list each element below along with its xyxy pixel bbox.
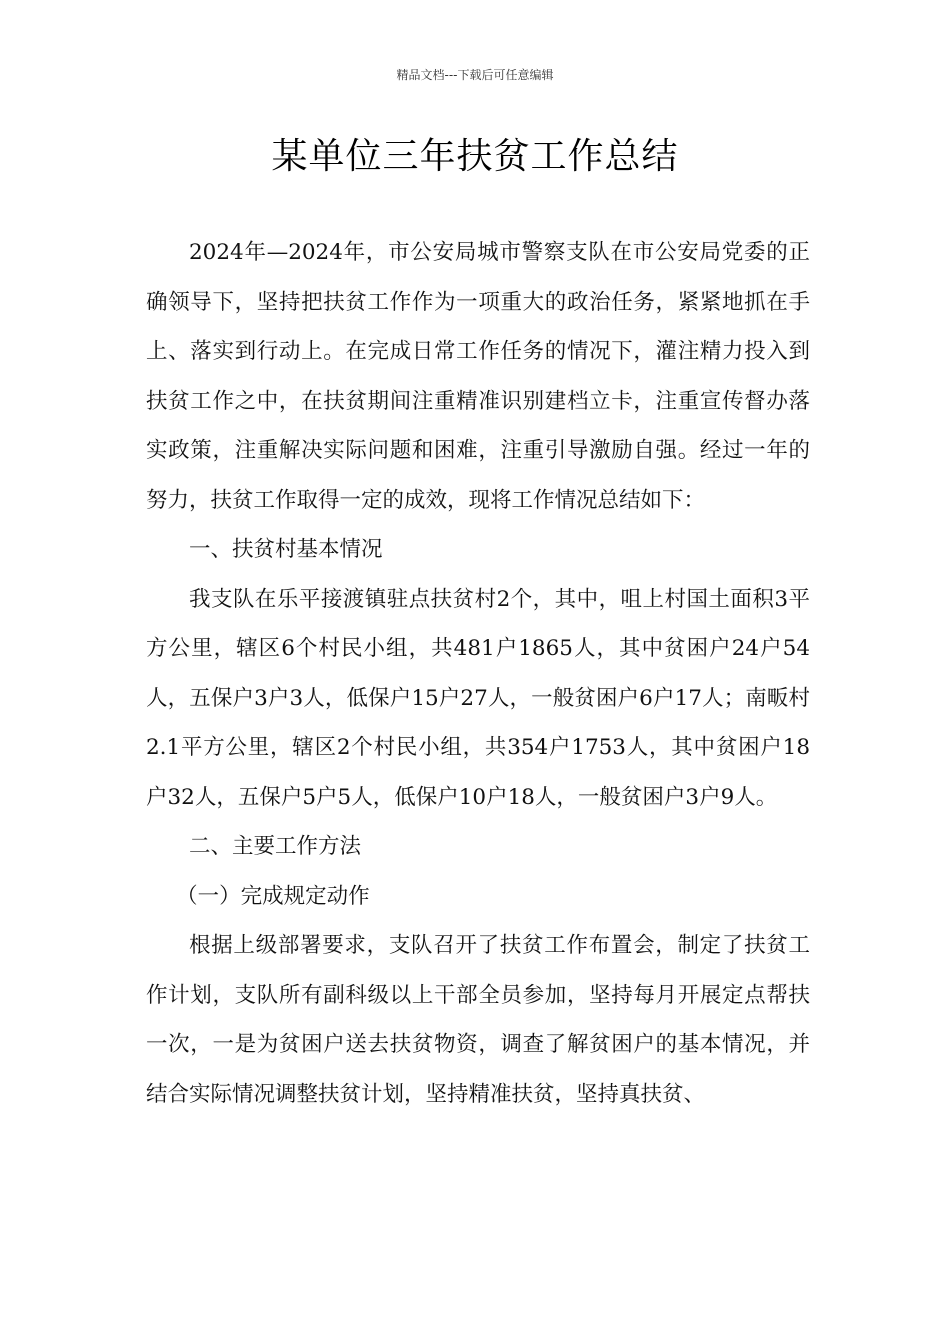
intro-paragraph: 2024年—2024年，市公安局城市警察支队在市公安局党委的正确领导下，坚持把扶贫工作作为一项重大的政治任务，紧紧地抓在手上、落实到行动上。在完成日常工作任务的情况下，灌注精力投入到扶贫工作之中，在扶贫期间注重精准识别建档立卡，注重宣传督办落实政策，注重解决实际问题和困难，注重引导激励自强。经过一年的努力，扶贫工作取得一定的成效，现将工作情况总结如下： <box>146 240 810 513</box>
required-actions-paragraph: 根据上级部署要求，支队召开了扶贫工作布置会，制定了扶贫工作计划，支队所有副科级以上干部全员参加，坚持每月开展定点帮扶一次，一是为贫困户送去扶贫物资，调查了解贫困户的基本情况，并结合实际情况调整扶贫计划，坚持精准扶贫，坚持真扶贫、 <box>146 933 810 1107</box>
page-header-note: 精品文档---下载后可任意编辑 <box>396 68 554 82</box>
document-title: 某单位三年扶贫工作总结 <box>271 136 679 177</box>
section-heading-work-methods: 二、主要工作方法 <box>189 834 362 859</box>
document-body <box>146 228 810 1119</box>
basic-situation-paragraph: 我支队在乐平接渡镇驻点扶贫村2个，其中，咀上村国土面积3平方公里，辖区6个村民小组，共481户1865人，其中贫困户24户54人，五保户3户3人，低保户15户27人，一般贫困户6户17人；南畈村2.1平方公里，辖区2个村民小组，共354户1753人，其中贫困户18户32人，五保户5户5人，低保户10户18人，一般贫困户3户9人。 <box>146 586 810 810</box>
subsection-heading-required-actions: （一）完成规定动作 <box>176 883 370 909</box>
section-heading-basic-situation: 一、扶贫村基本情况 <box>189 537 383 562</box>
